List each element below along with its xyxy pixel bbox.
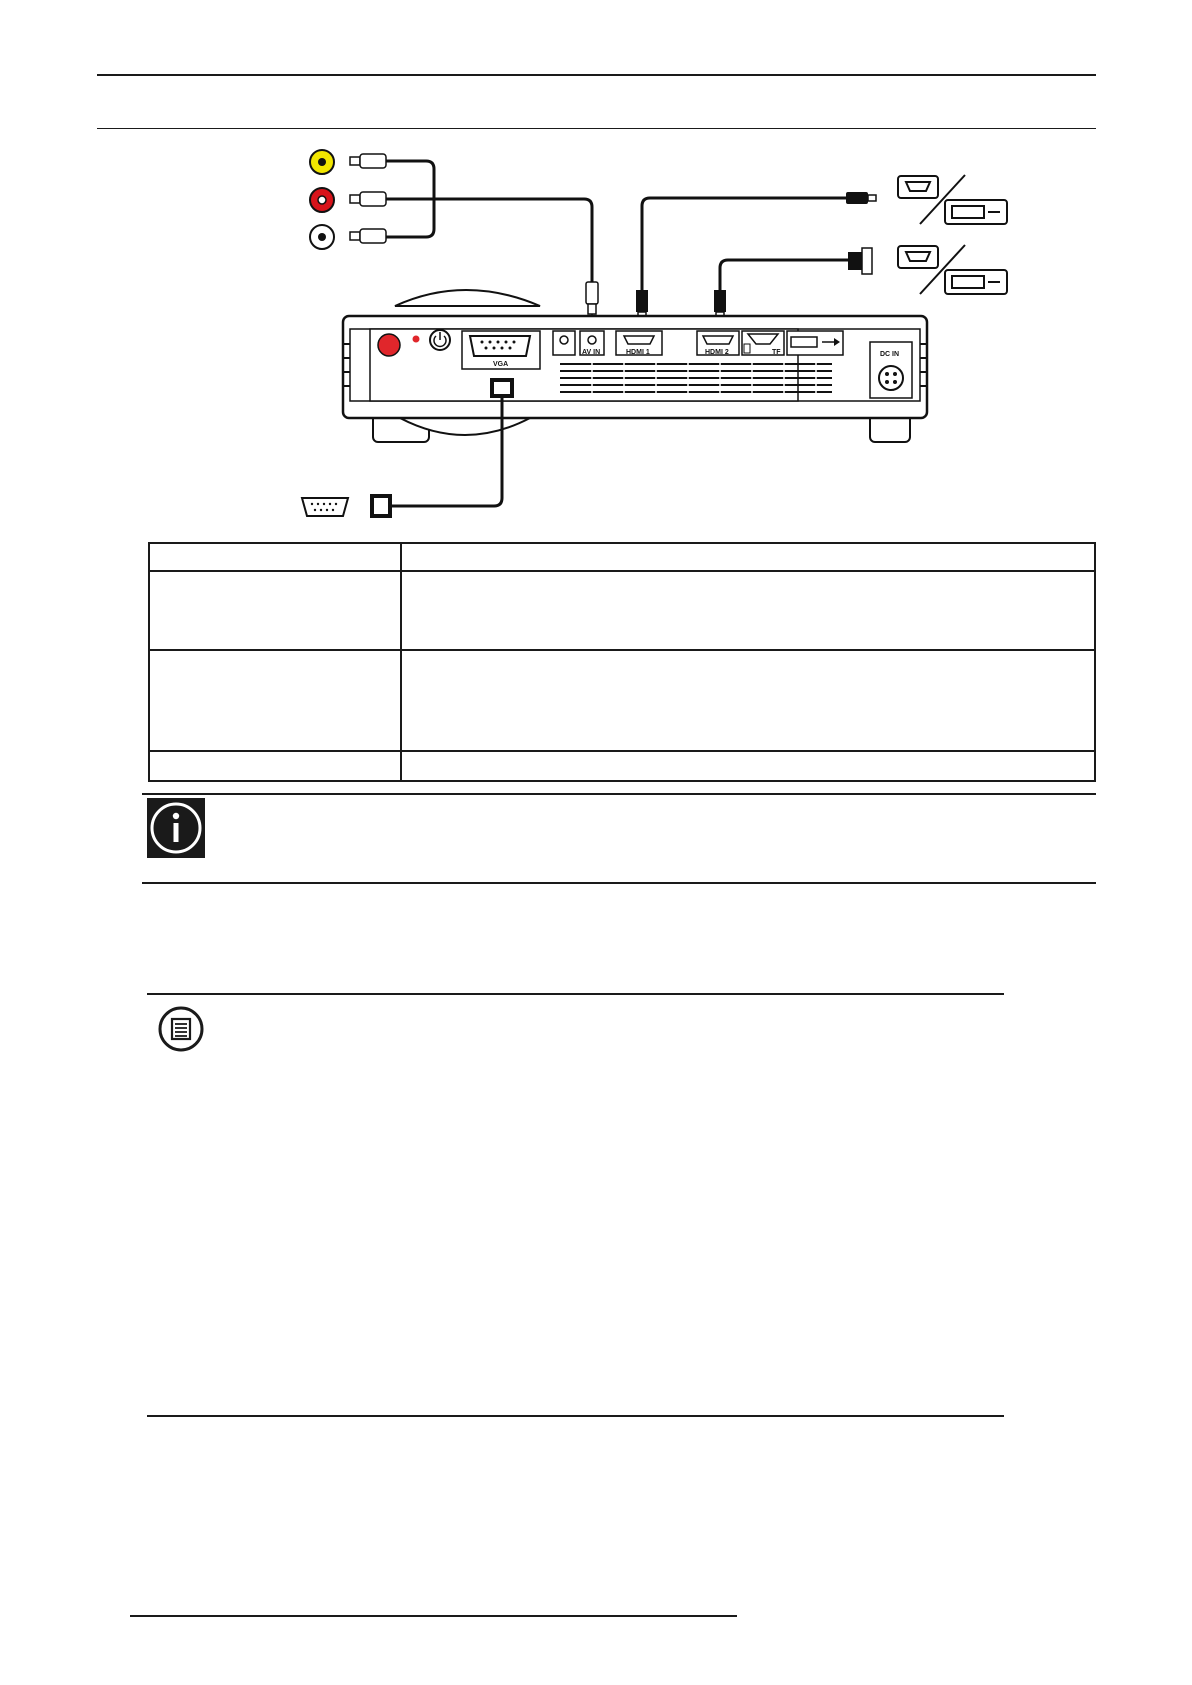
rca-jack-yellow — [310, 150, 334, 174]
power-indicator — [378, 334, 400, 356]
projector-rear — [343, 290, 927, 442]
status-led — [413, 336, 420, 343]
connection-diagram — [0, 0, 1192, 540]
hdmi1-label: HDMI 1 — [626, 349, 650, 356]
hdmi1-cable — [636, 192, 876, 324]
table-cell — [401, 650, 1095, 751]
table-cell — [149, 650, 401, 751]
table-cell — [401, 571, 1095, 650]
connection-table — [148, 542, 1096, 782]
source-hdmi-dvi-upper — [898, 175, 1007, 224]
dc-in-label: DC IN — [880, 351, 900, 358]
rca-jack-white — [310, 225, 334, 249]
table-cell — [149, 543, 401, 571]
rca-cable — [386, 161, 592, 282]
table-cell — [401, 543, 1095, 571]
footer-rule — [130, 1615, 737, 1617]
table-cell — [401, 751, 1095, 781]
rca-jack-red — [310, 188, 334, 212]
info-note-top-rule — [142, 793, 1096, 795]
vga-port-label: VGA — [493, 361, 509, 368]
table-cell — [149, 571, 401, 650]
headphone-port — [553, 331, 575, 355]
table-row — [149, 650, 1095, 751]
note-bottom-rule — [147, 1415, 1004, 1417]
note-icon — [157, 1006, 205, 1052]
table-row — [149, 543, 1095, 571]
rca-plugs — [350, 154, 386, 243]
table-row — [149, 751, 1095, 781]
av-in-label: AV IN — [582, 349, 601, 356]
info-note-bottom-rule — [142, 882, 1096, 884]
power-button-icon — [430, 330, 450, 350]
source-hdmi-dvi-lower — [898, 245, 1007, 294]
table-cell — [149, 751, 401, 781]
table-row — [149, 571, 1095, 650]
info-icon — [147, 798, 205, 858]
tf-label: TF — [772, 349, 781, 356]
note-top-rule — [147, 993, 1004, 995]
dc-in-port — [879, 366, 903, 390]
hdmi2-cable — [714, 248, 872, 324]
vga-source-connector — [302, 498, 348, 516]
usb-port — [787, 331, 843, 355]
hdmi2-label: HDMI 2 — [705, 349, 729, 356]
